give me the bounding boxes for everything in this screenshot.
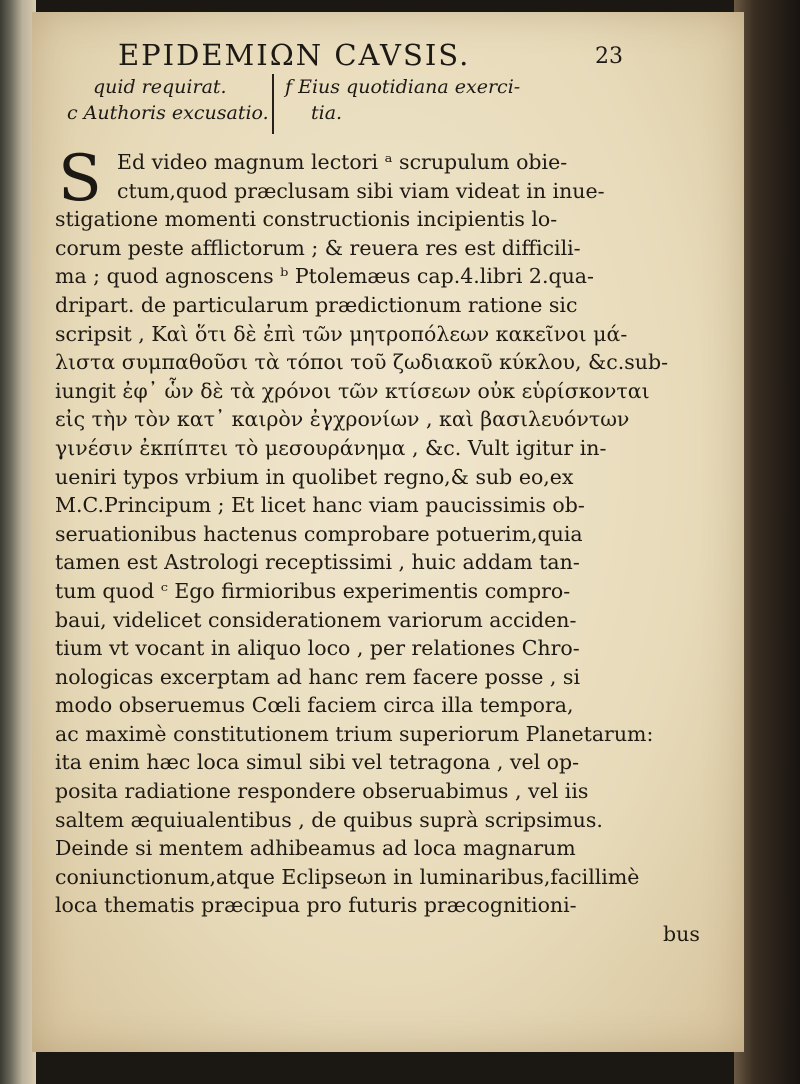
text-line: γινέσιν ἐκπίπτει τὸ μεσουράνημα , &c. Vult igitur in- xyxy=(55,435,607,460)
summary-line: tia. xyxy=(311,102,343,124)
text-line: tum quod ᶜ Ego firmioribus experimentis compro- xyxy=(55,578,571,603)
text-line: saltem æquiualentibus , de quibus suprà scripsimus. xyxy=(55,807,603,832)
text-line: iungit ἐφ᾽ ὧν δὲ τὰ χρόνοι τῶν κτίσεων οὐκ εὑρίσκονται xyxy=(55,378,650,403)
running-title: EPIDEMIΩN CAVSIS. xyxy=(118,38,471,72)
text-line: M.C.Principum ; Et licet hanc viam paucissimis ob- xyxy=(55,493,585,518)
text-line: modo obseruemus Cœli faciem circa illa tempora, xyxy=(55,693,574,718)
text-line: ctum,quod præclusam sibi viam videat in inue- xyxy=(117,178,605,203)
text-line: ueniri typos vrbium in quolibet regno,& sub eo,ex xyxy=(55,464,574,489)
text-line: Ed video magnum lectori ᵃ scrupulum obie- xyxy=(117,150,568,174)
body-text xyxy=(55,142,721,949)
summary-line: c Authoris excusatio. xyxy=(67,102,269,124)
summary-line: f Eius quotidiana exerci- xyxy=(285,76,521,98)
text-line: scripsit , Καὶ ὅτι δὲ ἐπὶ τῶν μητροπόλεων κακεῖνοι μά- xyxy=(55,321,628,346)
catchword: bus xyxy=(663,922,700,947)
margin-summary-left xyxy=(67,74,269,126)
page-number: 23 xyxy=(595,44,623,69)
margin-summary-right xyxy=(285,74,520,126)
book-spine-shadow xyxy=(0,0,36,1084)
text-line: baui, videlicet considerationem variorum acciden- xyxy=(55,607,577,632)
text-line: stigatione momenti constructionis incipientis lo- xyxy=(55,207,558,232)
text-line: tamen est Astrologi receptissimi , huic addam tan- xyxy=(55,550,580,575)
text-line: Deinde si mentem adhibeamus ad loca magnarum xyxy=(55,836,576,861)
drop-cap-initial: S xyxy=(58,142,102,216)
text-line: εἰς τὴν τὸν κατ᾽ καιρὸν ἐγχρονίων , καὶ βασιλευόντων xyxy=(55,407,630,432)
text-line: ita enim hæc loca simul sibi vel tetragona , vel op- xyxy=(55,750,580,775)
text-line: ma ; quod agnoscens ᵇ Ptolemæus cap.4.libri 2.qua- xyxy=(55,264,594,289)
text-line: ac maximè constitutionem trium superiorum Planetarum: xyxy=(55,721,654,746)
text-line: coniunctionum,atque Eclipseωn in luminaribus,facillimè xyxy=(55,864,640,889)
text-line: seruationibus hactenus comprobare potuerim,quia xyxy=(55,521,583,546)
text-line: corum peste afflictorum ; & reuera res est difficili- xyxy=(55,235,581,260)
text-line: dripart. de particularum prædictionum ratione sic xyxy=(55,292,578,317)
text-line: nologicas excerptam ad hanc rem facere posse , si xyxy=(55,664,581,689)
summary-line: quid requirat. xyxy=(93,76,227,98)
text-line: tium vt vocant in aliquo loco , per relationes Chro- xyxy=(55,636,580,661)
text-line: loca thematis præcipua pro futuris præcognitioni- xyxy=(55,893,577,918)
text-line: posita radiatione respondere obseruabimus , vel iis xyxy=(55,779,589,804)
header-divider xyxy=(272,74,274,134)
text-line: λιστα συμπαθοῦσι τὰ τόποι τοῦ ζωδιακοῦ κύκλου, &c.sub- xyxy=(55,350,669,375)
